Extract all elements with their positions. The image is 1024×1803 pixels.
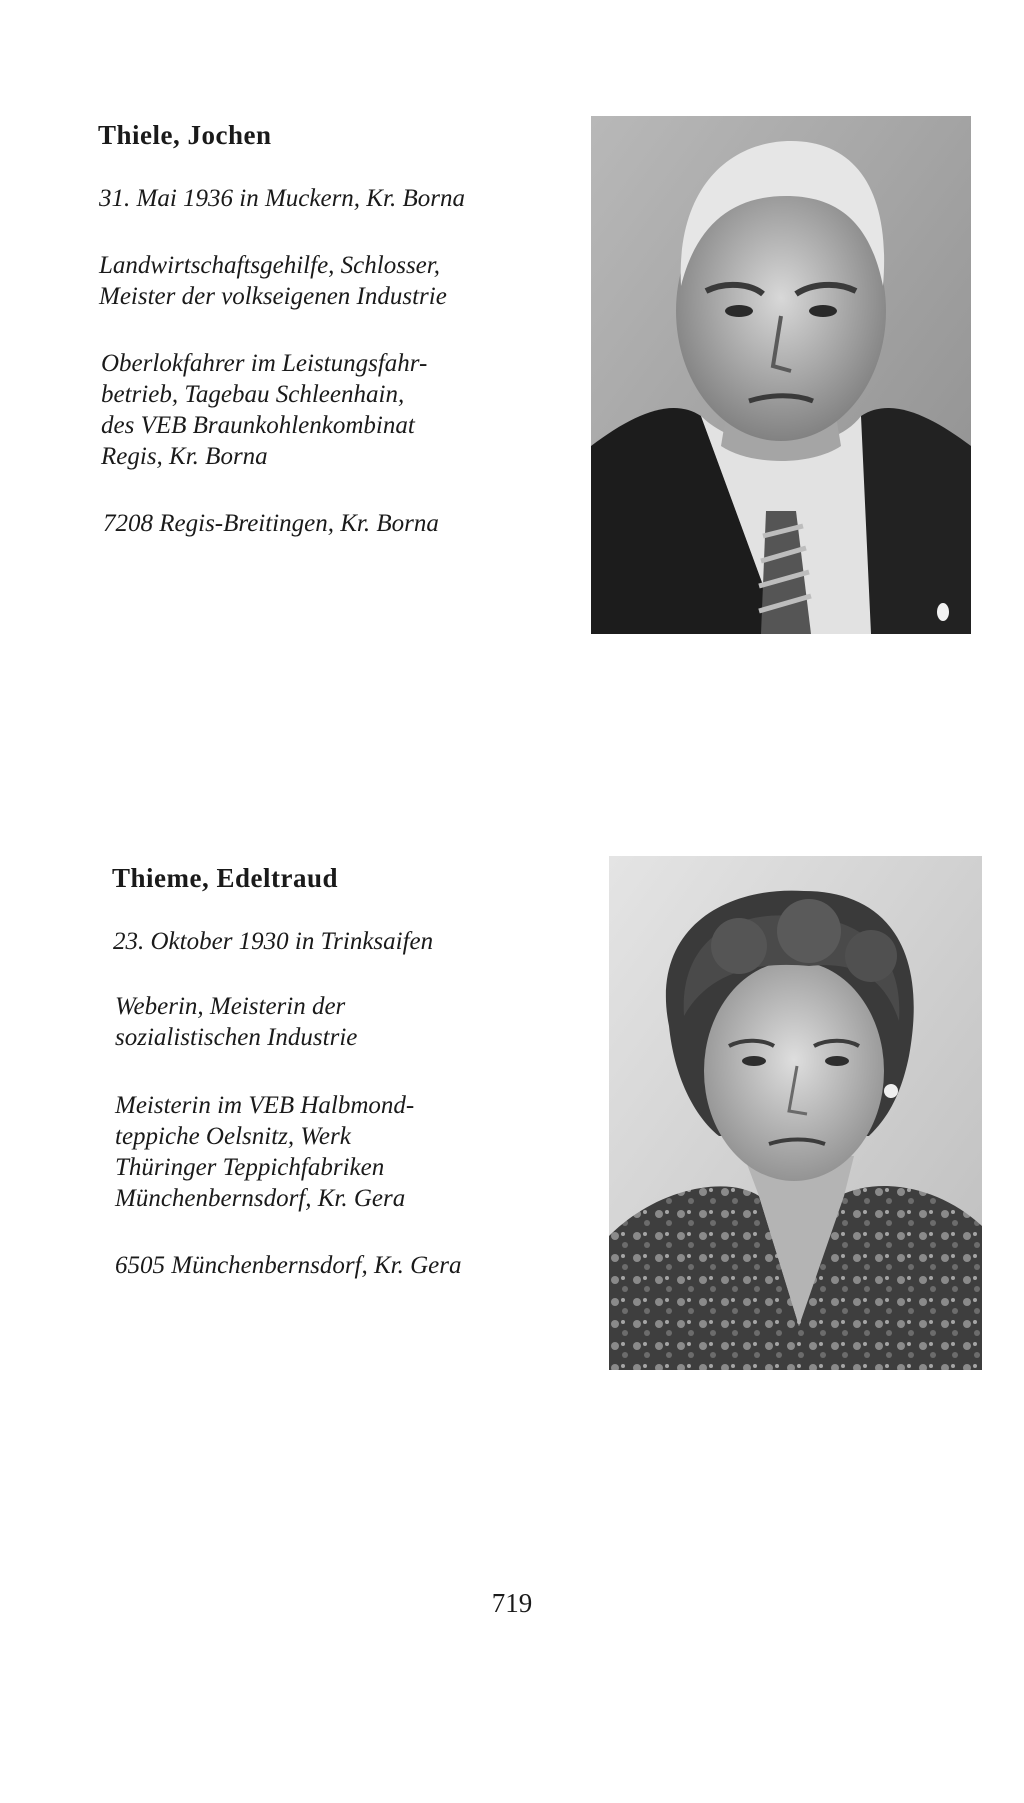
page-number: 719 — [491, 1588, 533, 1618]
entry-profession-line: sozialistischen Industrie — [115, 1024, 358, 1051]
entry-position-line: Thüringer Teppichfabriken — [115, 1154, 385, 1181]
portrait-photo — [609, 856, 982, 1370]
entry-birth: 23. Oktober 1930 in Trinksaifen — [113, 928, 434, 955]
entry-profession-line: Weberin, Meisterin der — [115, 993, 346, 1020]
entry-name: Thiele, Jochen — [98, 120, 272, 150]
entry-address: 6505 Münchenbernsdorf, Kr. Gera — [115, 1252, 462, 1279]
entry-profession-line: Meister der volkseigenen Industrie — [99, 283, 447, 310]
entry-position-line: Meisterin im VEB Halbmond- — [115, 1092, 415, 1119]
entry-position-line: teppiche Oelsnitz, Werk — [115, 1123, 351, 1150]
entry-position-line: betrieb, Tagebau Schleenhain, — [101, 381, 405, 408]
entry-address: 7208 Regis-Breitingen, Kr. Borna — [103, 510, 439, 537]
entry-profession-line: Landwirtschaftsgehilfe, Schlosser, — [99, 252, 440, 279]
portrait-photo — [591, 116, 971, 634]
entry-position-line: des VEB Braunkohlenkombinat — [101, 412, 415, 439]
entry-name: Thieme, Edeltraud — [112, 863, 339, 893]
entry-position-line: Münchenbernsdorf, Kr. Gera — [115, 1185, 406, 1212]
entry-position-line: Oberlokfahrer im Leistungsfahr- — [101, 350, 428, 377]
entry-birth: 31. Mai 1936 in Muckern, Kr. Borna — [99, 185, 465, 212]
entry-position-line: Regis, Kr. Borna — [101, 443, 268, 470]
